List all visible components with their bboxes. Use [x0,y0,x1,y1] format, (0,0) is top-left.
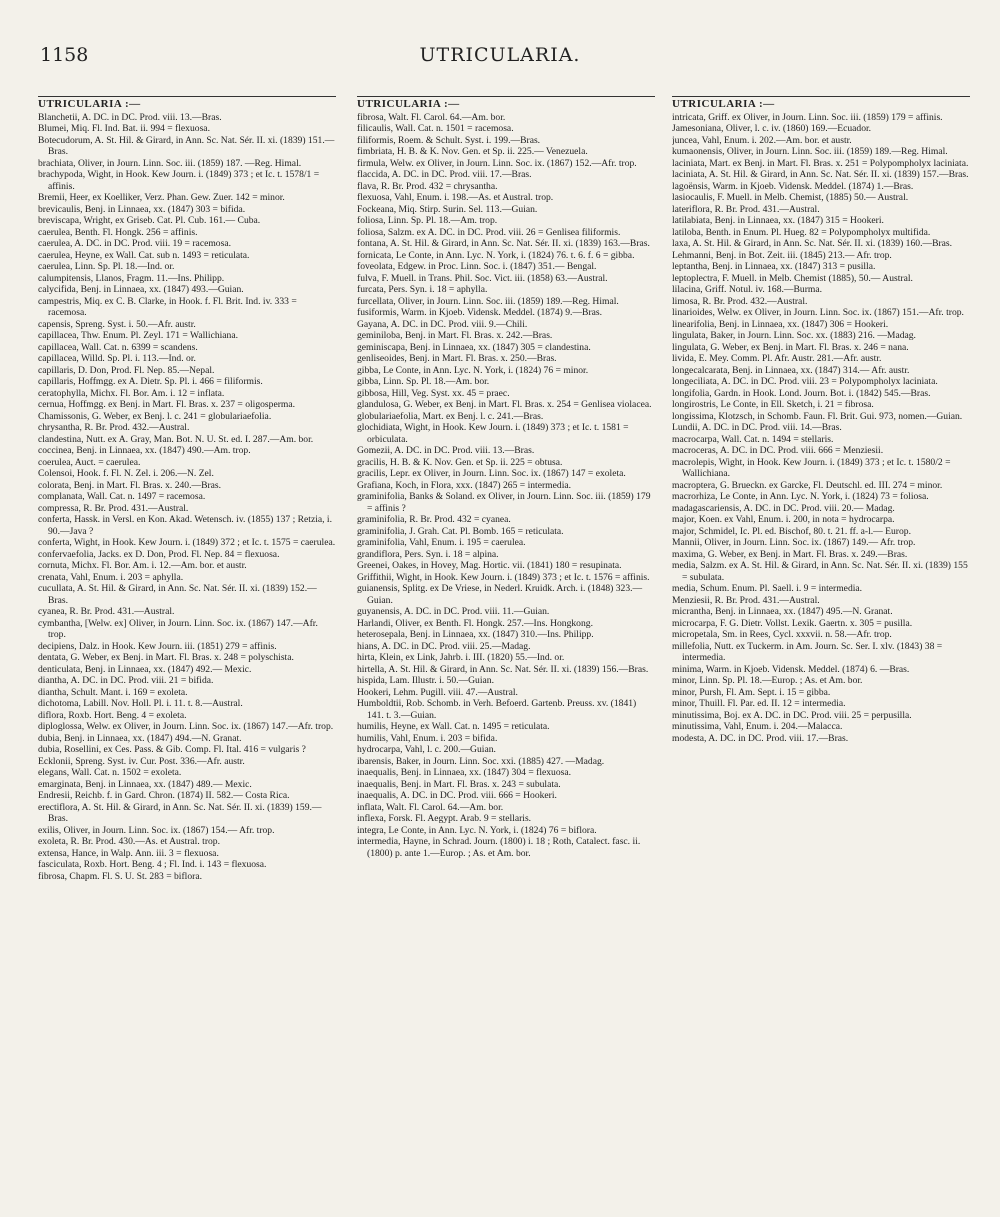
index-entry: capensis, Spreng. Syst. i. 50.—Afr. austr. [38,318,196,330]
index-entry: fornicata, Le Conte, in Ann. Lyc. N. York, i. (1824) 76. t. 6. f. 6 = gibba. [357,249,635,261]
index-entry: major, Schmidel, Ic. Pl. ed. Bischof, 80. t. 21. ff. a-l.— Europ. [672,525,911,537]
index-entry: compressa, R. Br. Prod. 431.—Austral. [38,502,189,514]
index-entry: ceratophylla, Michx. Fl. Bor. Am. i. 12 = inflata. [38,387,225,399]
index-entry: filicaulis, Wall. Cat. n. 1501 = racemosa. [357,123,514,134]
index-entry: fontana, A. St. Hil. & Girard, in Ann. Sc. Nat. Sér. II. xi. (1839) 163.—Bras. [357,238,650,249]
index-entry: denticulata, Benj. in Linnaea, xx. (1847) 492.— Mexic. [38,663,252,675]
index-entry: minor, Pursh, Fl. Am. Sept. i. 15 = gibba. [672,686,831,698]
index-entry: Bremii, Heer, ex Koelliker, Verz. Phan. Gew. Zuer. 142 = minor. [38,192,285,203]
index-entry: livida, E. Mey. Comm. Pl. Afr. Austr. 281.—Afr. austr. [672,353,882,364]
index-entry: Mannii, Oliver, in Journ. Linn. Soc. ix. (1867) 149.— Afr. trop. [672,537,916,548]
index-entry: fimbriata, H. B. & K. Nov. Gen. et Sp. ii. 225.— Venezuela. [357,146,588,157]
index-entry: caerulea, Linn. Sp. Pl. 18.—Ind. or. [38,261,175,272]
index-entry: Lehmanni, Benj. in Bot. Zeit. iii. (1845) 213.— Afr. trop. [672,249,892,261]
index-entry: graminifolia, R. Br. Prod. 432 = cyanea. [357,514,511,525]
index-entry: flexuosa, Vahl, Enum. i. 198.—As. et Austral. trop. [357,192,554,203]
index-entry: lasiocaulis, F. Muell. in Melb. Chemist, (1885) 50.— Austral. [672,192,909,203]
index-entry: gracilis, Lepr. ex Oliver, in Journ. Linn. Soc. ix. (1867) 147 = exoleta. [357,468,626,479]
index-entry: brachypoda, Wight, in Hook. Kew Journ. i. (1849) 373 ; et Ic. t. 1578/1 = affinis. [38,169,320,192]
index-entry: Griffithii, Wight, in Hook. Kew Journ. i. (1849) 373 ; et Ic. t. 1576 = affinis. [357,571,650,583]
index-entry: madagascariensis, A. DC. in DC. Prod. viii. 20.— Madag. [672,502,895,514]
index-entry: emarginata, Benj. in Linnaea, xx. (1847) 489.— Mexic. [38,778,252,790]
index-entry: lilacina, Griff. Notul. iv. 168.—Burma. [672,284,823,295]
index-entry: hians, A. DC. in DC. Prod. viii. 25.—Madag. [357,640,531,652]
index-entry: cucullata, A. St. Hil. & Girard, in Ann. Sc. Nat. Sér. II. xi. (1839) 152.—Bras. [38,583,317,606]
index-entry: lagoënsis, Warm. in Kjoeb. Vidensk. Meddel. (1874) 1.—Bras. [672,180,914,192]
index-entry: capillacea, Wall. Cat. n. 6399 = scandens. [38,341,198,353]
index-entry: calumpitensis, Llanos, Fragm. 11.—Ins. Philipp. [38,272,225,284]
index-entry: media, Schum. Enum. Pl. Saell. i. 9 = intermedia. [672,583,863,594]
entry-list [672,112,970,745]
index-entry: chrysantha, R. Br. Prod. 432.—Austral. [38,422,190,433]
index-entry: guyanensis, A. DC. in DC. Prod. viii. 11.—Guian. [357,606,550,617]
index-entry: Hookeri, Lehm. Pugill. viii. 47.—Austral. [357,686,518,698]
index-entry: macrocarpa, Wall. Cat. n. 1494 = stellaris. [672,433,834,445]
index-entry: lingulata, G. Weber, ex Benj. in Mart. Fl. Bras. x. 246 = nana. [672,341,909,353]
index-entry: foveolata, Edgew. in Proc. Linn. Soc. i. (1847) 351.— Bengal. [357,261,597,272]
index-entry: capillaris, Hoffmgg. ex A. Dietr. Sp. Pl. i. 466 = filiformis. [38,376,263,387]
column-heading: UTRICULARIA :— [38,98,141,110]
index-entry: firmula, Welw. ex Oliver, in Journ. Linn. Soc. ix. (1867) 152.—Afr. trop. [357,157,637,169]
index-entry: minor, Linn. Sp. Pl. 18.—Europ. ; As. et Am. bor. [672,675,863,686]
index-entry: cornuta, Michx. Fl. Bor. Am. i. 12.—Am. bor. et austr. [38,560,247,571]
index-entry: foliosa, Salzm. ex A. DC. in DC. Prod. viii. 26 = Genlisea filiformis. [357,226,621,238]
index-entry: cernua, Hoffmgg. ex Benj. in Mart. Fl. Bras. x. 237 = oligosperma. [38,399,296,410]
index-entry: conferta, Wight, in Hook. Kew Journ. i. (1849) 372 ; et Ic. t. 1575 = caerulea. [38,537,336,548]
index-entry: Jamesoniana, Oliver, l. c. iv. (1860) 169.—Ecuador. [672,123,872,134]
index-entry: longifolia, Gardn. in Hook. Lond. Journ. Bot. i. (1842) 545.—Bras. [672,387,931,399]
column-rule [38,96,336,97]
index-entry: longeciliata, A. DC. in DC. Prod. viii. 23 = Polypompholyx laciniata. [672,376,938,387]
column-1 [38,96,336,1196]
page-number: 1158 [40,44,89,66]
index-entry: Blanchetii, A. DC. in DC. Prod. viii. 13.—Bras. [38,111,222,123]
index-entry: crenata, Vahl, Enum. i. 203 = aphylla. [38,571,184,583]
index-entry: Gomezii, A. DC. in DC. Prod. viii. 13.—Bras. [357,445,535,456]
index-entry: hispida, Lam. Illustr. i. 50.—Guian. [357,675,494,686]
index-entry: Grafiana, Koch, in Flora, xxx. (1847) 265 = intermedia. [357,479,572,491]
index-entry: Fockeana, Miq. Stirp. Surin. Sel. 113.—Guian. [357,203,538,215]
index-entry: gibba, Linn. Sp. Pl. 18.—Am. bor. [357,376,490,387]
index-entry: exoleta, R. Br. Prod. 430.—As. et Austral. trop. [38,836,220,847]
index-entry: hydrocarpa, Vahl, l. c. 200.—Guian. [357,744,496,755]
index-entry: Lundii, A. DC. in DC. Prod. viii. 14.—Bras. [672,422,842,433]
index-entry: diflora, Roxb. Hort. Beng. 4 = exoleta. [38,709,187,721]
index-entry: Greenei, Oakes, in Hovey, Mag. Hortic. vii. (1841) 180 = resupinata. [357,560,622,571]
index-entry: inaequalis, Benj. in Mart. Fl. Bras. x. 243 = subulata. [357,778,561,790]
index-entry: guianensis, Splitg. ex De Vriese, in Nederl. Kruidk. Arch. i. (1848) 323.—Guian. [357,583,643,606]
index-entry: microcarpa, F. G. Dietr. Vollst. Lexik. Gaertn. x. 305 = pusilla. [672,617,913,629]
index-entry: macrolepis, Wight, in Hook. Kew Journ. i. (1849) 373 ; et Ic. t. 1580/2 = Wallichiana. [672,456,951,479]
index-entry: micrantha, Benj. in Linnaea, xx. (1847) 495.—N. Granat. [672,606,893,617]
index-entry: media, Salzm. ex A. St. Hil. & Girard, in Ann. Sc. Nat. Sér. II. xi. (1839) 155 = subulata. [672,560,968,583]
index-entry: calycifida, Benj. in Linnaea, xx. (1847) 493.—Guian. [38,284,244,295]
index-entry: gibba, Le Conte, in Ann. Lyc. N. York, i. (1824) 76 = minor. [357,364,589,376]
index-entry: coerulea, Auct. = caerulea. [38,456,141,468]
index-entry: dentata, G. Weber, ex Benj. in Mart. Fl. Bras. x. 248 = polyschista. [38,652,294,663]
index-entry: fibrosa, Walt. Fl. Carol. 64.—Am. bor. [357,111,506,123]
index-entry: caerulea, Heyne, ex Wall. Cat. sub n. 1493 = reticulata. [38,249,250,261]
column-rule [357,96,655,97]
index-entry: dichotoma, Labill. Nov. Holl. Pl. i. 11. t. 8.—Austral. [38,698,243,709]
index-entry: Humboldtii, Rob. Schomb. in Verh. Befoerd. Gartenb. Preuss. xv. (1841) 141. t. 3.—Guian. [357,698,637,721]
index-entry: globulariaefolia, Mart. ex Benj. l. c. 241.—Bras. [357,410,544,422]
running-title: UTRICULARIA. [419,44,581,66]
index-entry: flava, R. Br. Prod. 432 = chrysantha. [357,180,498,192]
index-entry: longecalcarata, Benj. in Linnaea, xx. (1847) 314.— Afr. austr. [672,364,910,376]
index-entry: caerulea, Benth. Fl. Hongk. 256 = affinis. [38,226,198,238]
index-entry: fibrosa, Chapm. Fl. S. U. St. 283 = biflora. [38,870,202,882]
index-entry: leptantha, Benj. in Linnaea, xx. (1847) 313 = pusilla. [672,261,876,272]
index-entry: coccinea, Benj. in Linnaea, xx. (1847) 490.—Am. trop. [38,445,251,456]
index-entry: capillacea, Thw. Enum. Pl. Zeyl. 171 = Wallichiana. [38,330,239,341]
index-entry: confervaefolia, Jacks. ex D. Don, Prod. Fl. Nep. 84 = flexuosa. [38,548,280,560]
index-entry: geminiscapa, Benj. in Linnaea, xx. (1847) 305 = clandestina. [357,341,591,353]
index-entry: graminifolia, J. Grah. Cat. Pl. Bomb. 165 = reticulata. [357,525,564,537]
index-entry: Harlandi, Oliver, ex Benth. Fl. Hongk. 257.—Ins. Hongkong. [357,617,593,629]
index-entry: gibbosa, Hill, Veg. Syst. xx. 45 = praec. [357,387,510,399]
index-entry: ibarensis, Baker, in Journ. Linn. Soc. xxi. (1885) 427. —Madag. [357,755,605,767]
index-entry: minutissima, Vahl, Enum. i. 204.—Malacca. [672,721,843,732]
index-entry: humilis, Heyne, ex Wall. Cat. n. 1495 = reticulata. [357,721,550,732]
index-entry: laciniata, A. St. Hil. & Girard, in Ann. Sc. Nat. Sér. II. xi. (1839) 157.—Bras. [672,169,969,180]
index-entry: inaequalis, Benj. in Linnaea, xx. (1847) 304 = flexuosa. [357,767,572,778]
index-entry: brevicaulis, Benj. in Linnaea, xx. (1847) 303 = bifida. [38,203,246,215]
index-entry: conferta, Hassk. in Versl. en Kon. Akad. Wetensch. iv. (1855) 137 ; Retzia, i. 90.—Java ? [38,514,332,537]
index-entry: flaccida, A. DC. in DC. Prod. viii. 17.—Bras. [357,169,532,180]
index-entry: decipiens, Dalz. in Hook. Kew Journ. iii. (1851) 279 = affinis. [38,640,277,652]
index-entry: diantha, A. DC. in DC. Prod. viii. 21 = bifida. [38,675,214,686]
index-entry: intricata, Griff. ex Oliver, in Journ. Linn. Soc. iii. (1859) 179 = affinis. [672,111,943,123]
index-entry: dubia, Rosellini, ex Ces. Pass. & Gib. Comp. Fl. Ital. 416 = vulgaris ? [38,744,306,755]
index-entry: brachiata, Oliver, in Journ. Linn. Soc. iii. (1859) 187. —Reg. Himal. [38,157,302,169]
index-entry: macroceras, A. DC. in DC. Prod. viii. 666 = Menziesii. [672,445,884,456]
index-entry: Chamissonis, G. Weber, ex Benj. l. c. 241 = globulariaefolia. [38,410,272,422]
index-entry: hirtella, A. St. Hil. & Girard, in Ann. Sc. Nat. Sér. II. xi. (1839) 156.—Bras. [357,663,649,675]
index-entry: major, Koen. ex Vahl, Enum. i. 200, in nota = hydrocarpa. [672,514,895,525]
index-entry: dubia, Benj. in Linnaea, xx. (1847) 494.—N. Granat. [38,732,242,744]
index-entry: Gayana, A. DC. in DC. Prod. viii. 9.—Chili. [357,318,528,330]
index-entry: millefolia, Nutt. ex Tuckerm. in Am. Journ. Sc. Ser. I. xlv. (1843) 38 = intermedia. [672,640,943,663]
index-entry: limosa, R. Br. Prod. 432.—Austral. [672,295,808,307]
index-entry: minutissima, Boj. ex A. DC. in DC. Prod. viii. 25 = perpusilla. [672,709,912,721]
index-entry: diantha, Schult. Mant. i. 169 = exoleta. [38,686,188,698]
index-entry: capillacea, Willd. Sp. Pl. i. 113.—Ind. or. [38,353,196,364]
index-entry: erectiflora, A. St. Hil. & Girard, in Ann. Sc. Nat. Sér. II. xi. (1839) 159.—Bras. [38,801,322,824]
index-entry: laxa, A. St. Hil. & Girard, in Ann. Sc. Nat. Sér. II. xi. (1839) 160.—Bras. [672,238,953,249]
index-entry: furcellata, Oliver, in Journ. Linn. Soc. iii. (1859) 189.—Reg. Himal. [357,295,619,307]
index-entry: linarioides, Welw. ex Oliver, in Journ. Linn. Soc. ix. (1867) 151.—Afr. trop. [672,307,964,318]
index-entry: macroptera, G. Brueckn. ex Garcke, Fl. Deutschl. ed. III. 274 = minor. [672,479,943,491]
index-entry: glochidiata, Wight, in Hook. Kew Journ. i. (1849) 373 ; et Ic. t. 1581 = orbiculata. [357,422,629,445]
index-entry: fasciculata, Roxb. Hort. Beng. 4 ; Fl. Ind. i. 143 = flexuosa. [38,859,267,870]
entry-list [357,112,655,860]
index-entry: minor, Thuill. Fl. Par. ed. II. 12 = intermedia. [672,698,846,709]
index-entry: inflexa, Forsk. Fl. Aegypt. Arab. 9 = stellaris. [357,813,532,824]
column-rule [672,96,970,97]
index-entry: Ecklonii, Spreng. Syst. iv. Cur. Post. 336.—Afr. austr. [38,755,245,767]
index-entry: inaequalis, A. DC. in DC. Prod. viii. 666 = Hookeri. [357,790,557,801]
index-entry: heterosepala, Benj. in Linnaea, xx. (1847) 310.—Ins. Philipp. [357,629,594,640]
index-entry: complanata, Wall. Cat. n. 1497 = racemosa. [38,491,206,502]
index-entry: latiloba, Benth. in Enum. Pl. Hueg. 82 = Polypompholyx multifida. [672,226,931,238]
index-entry: filiformis, Roem. & Schult. Syst. i. 199.—Bras. [357,134,541,146]
index-entry: laciniata, Mart. ex Benj. in Mart. Fl. Bras. x. 251 = Polypompholyx laciniata. [672,157,969,169]
column-2 [357,96,655,1196]
index-entry: longirostris, Le Conte, in Ell. Sketch, i. 21 = fibrosa. [672,399,874,410]
index-entry: juncea, Vahl, Enum. i. 202.—Am. bor. et austr. [672,134,852,146]
index-entry: graminifolia, Vahl, Enum. i. 195 = caerulea. [357,537,526,548]
entry-list [38,112,336,883]
index-entry: foliosa, Linn. Sp. Pl. 18.—Am. trop. [357,215,498,226]
index-entry: maxima, G. Weber, ex Benj. in Mart. Fl. Bras. x. 249.—Bras. [672,548,908,560]
index-entry: campestris, Miq. ex C. B. Clarke, in Hook. f. Fl. Brit. Ind. iv. 333 = racemosa. [38,295,297,318]
index-entry: graminifolia, Banks & Soland. ex Oliver, in Journ. Linn. Soc. iii. (1859) 179 = affinis ? [357,491,651,514]
index-entry: Colensoi, Hook. f. Fl. N. Zel. i. 206.—N. Zel. [38,468,214,479]
index-entry: clandestina, Nutt. ex A. Gray, Man. Bot. N. U. St. ed. I. 287.—Am. bor. [38,433,314,445]
index-entry: extensa, Hance, in Walp. Ann. iii. 3 = flexuosa. [38,847,219,859]
index-entry: lateriflora, R. Br. Prod. 431.—Austral. [672,203,820,215]
index-entry: fusiformis, Warm. in Kjoeb. Vidensk. Meddel. (1874) 9.—Bras. [357,307,603,318]
index-entry: colorata, Benj. in Mart. Fl. Bras. x. 240.—Bras. [38,479,222,491]
index-entry: caerulea, A. DC. in DC. Prod. viii. 19 = racemosa. [38,238,231,249]
index-entry: cymbantha, [Welw. ex] Oliver, in Journ. Linn. Soc. ix. (1867) 147.—Afr. trop. [38,617,318,640]
index-entry: geminiloba, Benj. in Mart. Fl. Bras. x. 242.—Bras. [357,330,553,341]
index-entry: minima, Warm. in Kjoeb. Vidensk. Meddel. (1874) 6. —Bras. [672,663,910,675]
index-entry: furcata, Pers. Syn. i. 18 = aphylla. [357,284,488,295]
column-heading: UTRICULARIA :— [672,98,775,110]
index-entry: breviscapa, Wright, ex Griseb. Cat. Pl. Cub. 161.— Cuba. [38,215,261,226]
index-entry: longissima, Klotzsch, in Schomb. Faun. Fl. Brit. Gui. 973, nomen.—Guian. [672,410,963,422]
index-entry: inflata, Walt. Fl. Carol. 64.—Am. bor. [357,801,504,813]
index-entry: Botecudorum, A. St. Hil. & Girard, in Ann. Sc. Nat. Sér. II. xi. (1839) 151.—Bras. [38,134,335,157]
index-entry: grandiflora, Pers. Syn. i. 18 = alpina. [357,548,499,560]
index-entry: lingulata, Baker, in Journ. Linn. Soc. xx. (1883) 216. —Madag. [672,330,916,341]
index-entry: intermedia, Hayne, in Schrad. Journ. (1800) i. 18 ; Roth, Catalect. fasc. ii. (1800) p. ante 1.—Europ. ; As. et Am. bor. [357,836,641,859]
index-entry: hirta, Klein, ex Link, Jahrb. i. III. (1820) 55.—Ind. or. [357,652,565,663]
index-entry: Menziesii, R. Br. Prod. 431.—Austral. [672,594,820,606]
index-entry: diploglossa, Welw. ex Oliver, in Journ. Linn. Soc. ix. (1867) 147.—Afr. trop. [38,721,334,732]
index-entry: humilis, Vahl, Enum. i. 203 = bifida. [357,732,498,744]
index-entry: macrorhiza, Le Conte, in Ann. Lyc. N. York, i. (1824) 73 = foliosa. [672,491,929,502]
index-entry: linearifolia, Benj. in Linnaea, xx. (1847) 306 = Hookeri. [672,318,889,330]
column-3 [672,96,970,1196]
index-entry: micropetala, Sm. in Rees, Cycl. xxxvii. n. 58.—Afr. trop. [672,629,892,640]
index-entry: exilis, Oliver, in Journ. Linn. Soc. ix. (1867) 154.— Afr. trop. [38,824,275,836]
index-entry: glandulosa, G. Weber, ex Benj. in Mart. Fl. Bras. x. 254 = Genlisea violacea. [357,399,652,410]
index-entry: kumaonensis, Oliver, in Journ. Linn. Soc. iii. (1859) 189.—Reg. Himal. [672,146,948,157]
index-entry: cyanea, R. Br. Prod. 431.—Austral. [38,606,175,617]
index-entry: fulva, F. Muell. in Trans. Phil. Soc. Vict. iii. (1858) 63.—Austral. [357,272,608,284]
index-entry: Blumei, Miq. Fl. Ind. Bat. ii. 994 = flexuosa. [38,123,210,134]
column-heading: UTRICULARIA :— [357,98,460,110]
index-entry: gracilis, H. B. & K. Nov. Gen. et Sp. ii. 225 = obtusa. [357,456,563,468]
index-entry: elegans, Wall. Cat. n. 1502 = exoleta. [38,767,182,778]
page-header [40,44,960,74]
index-entry: modesta, A. DC. in DC. Prod. viii. 17.—Bras. [672,732,849,744]
index-entry: integra, Le Conte, in Ann. Lyc. N. York, i. (1824) 76 = biflora. [357,824,597,836]
index-entry: Endresii, Reichb. f. in Gard. Chron. (1874) II. 582.— Costa Rica. [38,790,290,801]
index-entry: latilabiata, Benj. in Linnaea, xx. (1847) 315 = Hookeri. [672,215,884,226]
index-entry: genliseoides, Benj. in Mart. Fl. Bras. x. 250.—Bras. [357,353,557,364]
index-entry: leptoplectra, F. Muell. in Melb. Chemist (1885), 50.— Austral. [672,272,913,284]
index-entry: capillaris, D. Don, Prod. Fl. Nep. 85.—Nepal. [38,364,215,376]
